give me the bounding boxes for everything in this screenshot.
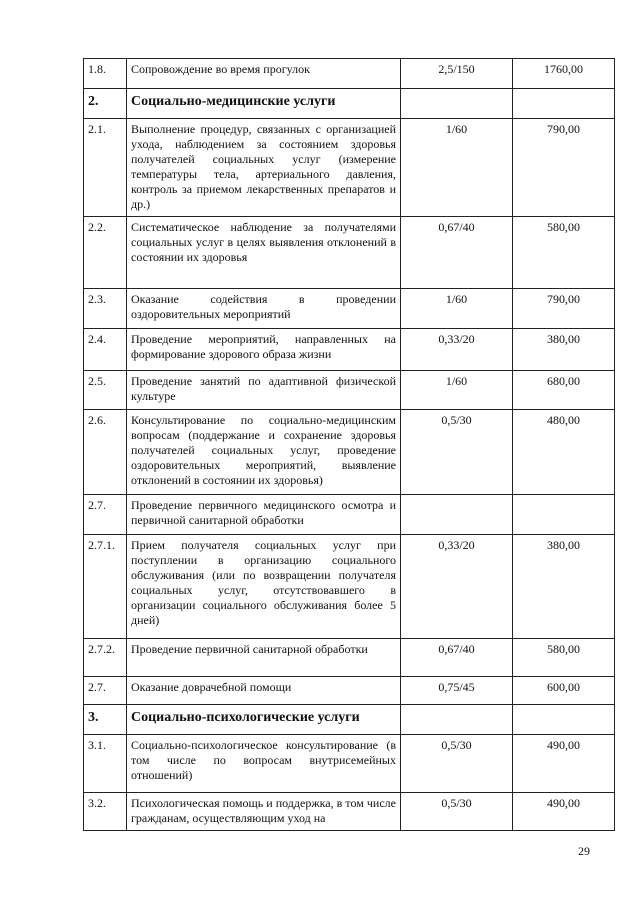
- service-time: 0,75/45: [401, 677, 513, 705]
- table-row: [84, 410, 615, 495]
- service-time: [401, 495, 513, 535]
- service-time: 0,5/30: [401, 735, 513, 793]
- service-price: 680,00: [513, 371, 615, 410]
- table-row: [84, 289, 615, 329]
- table-row: [84, 535, 615, 639]
- service-time: 0,33/20: [401, 329, 513, 371]
- row-number: 3.1.: [84, 735, 127, 793]
- service-time: 0,5/30: [401, 793, 513, 831]
- row-number: 2.5.: [84, 371, 127, 410]
- table-row: [84, 735, 615, 793]
- service-price: 380,00: [513, 329, 615, 371]
- table-row: [84, 329, 615, 371]
- service-time: 0,5/30: [401, 410, 513, 495]
- row-number: 1.8.: [84, 59, 127, 89]
- service-time: 1/60: [401, 289, 513, 329]
- service-name: Психологическая помощь и поддержка, в том числе гражданам, осуществляющим уход на: [127, 793, 401, 831]
- service-name: Прием получателя социальных услуг при поступлении в организацию социального обслуживания (или по возвращении получателя социальных услуг, отсутствовавшего в организации социального обслуживания более 5 дней): [127, 535, 401, 639]
- section-row: [84, 89, 615, 119]
- service-time: 1/60: [401, 371, 513, 410]
- table-row: [84, 793, 615, 831]
- row-number: 2.2.: [84, 217, 127, 289]
- service-price: 490,00: [513, 735, 615, 793]
- service-price: 1760,00: [513, 59, 615, 89]
- service-name: Проведение первичной санитарной обработки: [127, 639, 401, 677]
- row-number: 2.7.: [84, 677, 127, 705]
- section-title: Социально-психологические услуги: [127, 705, 401, 735]
- service-time: 1/60: [401, 119, 513, 217]
- row-number: 2.6.: [84, 410, 127, 495]
- service-price: 600,00: [513, 677, 615, 705]
- service-price: [513, 89, 615, 119]
- table-row: [84, 119, 615, 217]
- service-time: 0,67/40: [401, 639, 513, 677]
- table-row: [84, 371, 615, 410]
- service-name: Оказание доврачебной помощи: [127, 677, 401, 705]
- row-number: 2.1.: [84, 119, 127, 217]
- row-number: 2.7.: [84, 495, 127, 535]
- service-time: [401, 89, 513, 119]
- service-price: 480,00: [513, 410, 615, 495]
- service-price: [513, 705, 615, 735]
- service-price: 580,00: [513, 639, 615, 677]
- service-price: 490,00: [513, 793, 615, 831]
- row-number: 3.2.: [84, 793, 127, 831]
- service-name: Социально-психологическое консультирование (в том числе по вопросам внутрисемейных отношений): [127, 735, 401, 793]
- table-row: [84, 639, 615, 677]
- service-name: Консультирование по социально-медицинским вопросам (поддержание и сохранение здоровья получателей социальных услуг, проведение оздоровительных мероприятий, выявление отклонений в состоянии их здоровья): [127, 410, 401, 495]
- section-number: 3.: [84, 705, 127, 735]
- service-name: Проведение первичного медицинского осмотра и первичной санитарной обработки: [127, 495, 401, 535]
- row-number: 2.4.: [84, 329, 127, 371]
- service-time: 0,67/40: [401, 217, 513, 289]
- service-name: Оказание содействия в проведении оздоровительных мероприятий: [127, 289, 401, 329]
- row-number: 2.7.2.: [84, 639, 127, 677]
- page-number: 29: [578, 844, 590, 858]
- service-name: Проведение мероприятий, направленных на формирование здорового образа жизни: [127, 329, 401, 371]
- service-time: 0,33/20: [401, 535, 513, 639]
- service-name: Систематическое наблюдение за получателями социальных услуг в целях выявления отклонений в состоянии их здоровья: [127, 217, 401, 289]
- table-row: [84, 495, 615, 535]
- service-name: Проведение занятий по адаптивной физической культуре: [127, 371, 401, 410]
- service-name: Выполнение процедур, связанных с организацией ухода, наблюдением за состоянием здоровья получателей социальных услуг (измерение температуры тела, артериального давления, контроль за приемом лекарственных препаратов и др.): [127, 119, 401, 217]
- service-price: 790,00: [513, 289, 615, 329]
- row-number: 2.7.1.: [84, 535, 127, 639]
- table-row: [84, 59, 615, 89]
- section-number: 2.: [84, 89, 127, 119]
- service-price: 580,00: [513, 217, 615, 289]
- section-title: Социально-медицинские услуги: [127, 89, 401, 119]
- section-row: [84, 705, 615, 735]
- table-row: [84, 677, 615, 705]
- service-time: [401, 705, 513, 735]
- services-table: [83, 58, 615, 831]
- service-name: Сопровождение во время прогулок: [127, 59, 401, 89]
- service-price: 790,00: [513, 119, 615, 217]
- table-row: [84, 217, 615, 289]
- service-time: 2,5/150: [401, 59, 513, 89]
- row-number: 2.3.: [84, 289, 127, 329]
- service-price: 380,00: [513, 535, 615, 639]
- service-price: [513, 495, 615, 535]
